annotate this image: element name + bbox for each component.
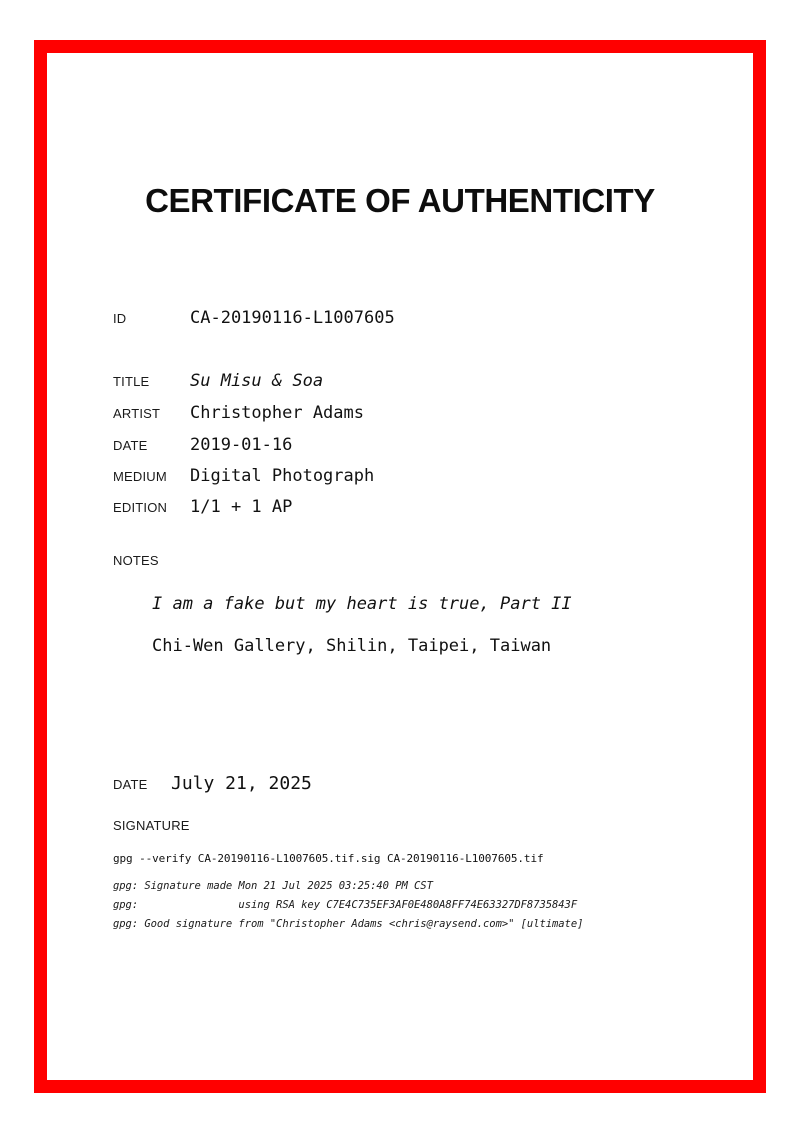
notes-line: Chi-Wen Gallery, Shilin, Taipei, Taiwan [152, 636, 552, 656]
field-value-edition: 1/1 + 1 AP [190, 497, 293, 517]
gpg-output-line: gpg: Signature made Mon 21 Jul 2025 03:25:40 PM CST [113, 880, 433, 892]
field-value-artist: Christopher Adams [190, 403, 364, 423]
field-label-id: ID [113, 311, 127, 326]
field-label-title: TITLE [113, 374, 150, 389]
notes-line: I am a fake but my heart is true, Part II [152, 594, 572, 614]
field-value-medium: Digital Photograph [190, 466, 375, 486]
field-row-id [113, 308, 395, 328]
signature-label: SIGNATURE [113, 818, 190, 833]
field-label-issue-date: DATE [113, 777, 148, 792]
field-label-edition: EDITION [113, 500, 168, 515]
gpg-verify-command: gpg --verify CA-20190116-L1007605.tif.sig CA-20190116-L1007605.tif [113, 852, 544, 865]
field-row-medium [113, 466, 374, 486]
gpg-output-line: gpg: Good signature from "Christopher Adams <chris@raysend.com>" [ultimate] [113, 918, 584, 930]
field-row-date [113, 435, 292, 455]
field-value-id: CA-20190116-L1007605 [190, 308, 395, 328]
field-value-title: Su Misu & Soa [190, 371, 324, 391]
field-label-date: DATE [113, 438, 148, 453]
field-row-edition [113, 497, 292, 517]
field-label-medium: MEDIUM [113, 469, 167, 484]
field-label-artist: ARTIST [113, 406, 161, 421]
field-row-title [113, 371, 323, 391]
notes-label: NOTES [113, 553, 159, 568]
page-title: CERTIFICATE OF AUTHENTICITY [145, 182, 655, 219]
field-row-artist [113, 403, 364, 423]
field-value-issue-date: July 21, 2025 [171, 773, 312, 794]
field-value-date: 2019-01-16 [190, 435, 293, 455]
field-row-issue-date [113, 773, 312, 794]
gpg-output-line: gpg: using RSA key C7E4C735EF3AF0E480A8FF74E63327DF8735843F [113, 899, 578, 911]
